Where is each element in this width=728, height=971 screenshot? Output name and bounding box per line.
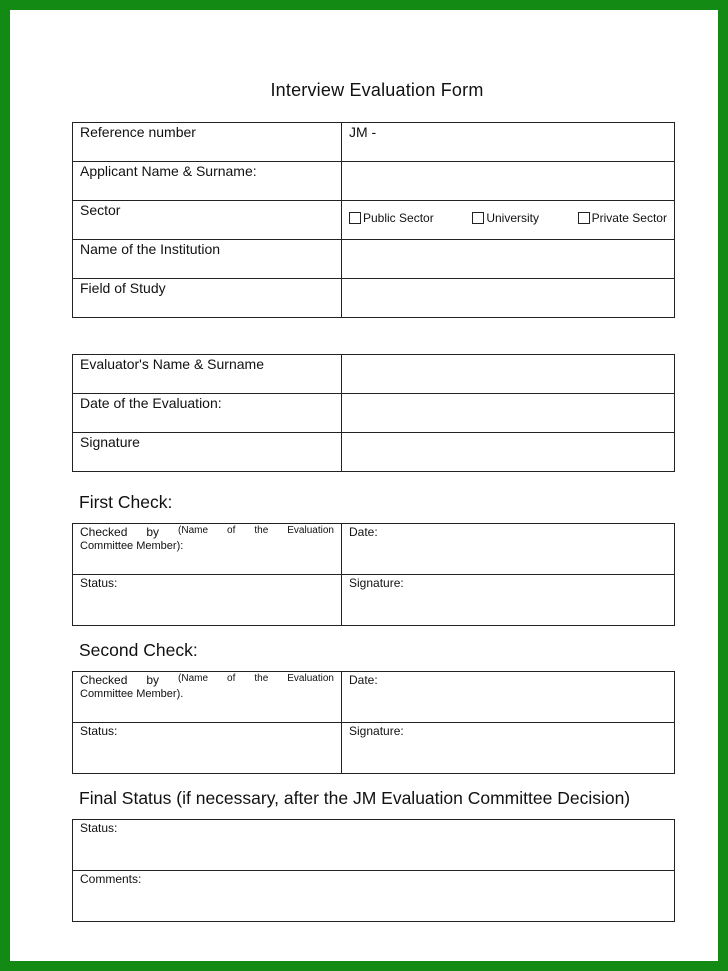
checked-by-word: (Name <box>178 673 209 684</box>
checked-by-line2: Committee Member). <box>80 688 184 700</box>
institution-field[interactable] <box>342 240 675 279</box>
form-title: Interview Evaluation Form <box>270 80 484 100</box>
sector-options <box>342 201 675 240</box>
first-check-status[interactable]: Status: <box>73 575 342 626</box>
first-check-signature[interactable]: Signature: <box>342 575 675 626</box>
applicant-table <box>72 122 675 318</box>
checked-by-word: of <box>227 673 236 684</box>
checked-by-line <box>80 525 334 539</box>
table-row <box>73 871 675 922</box>
table-row <box>73 672 675 723</box>
evaluation-date-label: Date of the Evaluation: <box>73 394 342 433</box>
checkbox-icon[interactable] <box>472 212 484 224</box>
checked-by-word: Checked <box>80 673 128 687</box>
institution-label: Name of the Institution <box>73 240 342 279</box>
first-check-checked-by[interactable] <box>73 524 342 575</box>
table-row <box>73 394 675 433</box>
field-of-study-field[interactable] <box>342 279 675 318</box>
final-status-field[interactable]: Status: <box>73 820 675 871</box>
table-row <box>73 723 675 774</box>
checked-by-word: (Name <box>178 525 209 536</box>
reference-value[interactable]: JM - <box>342 123 675 162</box>
sector-option-private[interactable] <box>578 211 667 225</box>
checked-by-line2: Committee Member): <box>80 540 184 552</box>
checkbox-icon[interactable] <box>578 212 590 224</box>
applicant-name-label: Applicant Name & Surname: <box>73 162 342 201</box>
checked-by-word: Evaluation <box>287 525 334 536</box>
final-status-heading: Final Status (if necessary, after the JM Evaluation Committee Decision) <box>79 788 631 808</box>
final-comments-field[interactable]: Comments: <box>73 871 675 922</box>
evaluation-date-field[interactable] <box>342 394 675 433</box>
field-of-study-label: Field of Study <box>73 279 342 318</box>
final-status-table <box>72 819 675 922</box>
table-row <box>73 524 675 575</box>
evaluator-name-label: Evaluator's Name & Surname <box>73 355 342 394</box>
table-row <box>73 820 675 871</box>
sector-option-university[interactable] <box>472 211 539 225</box>
checkbox-icon[interactable] <box>349 212 361 224</box>
table-row <box>73 123 675 162</box>
checked-by-word: by <box>146 673 160 687</box>
sector-label: Sector <box>73 201 342 240</box>
first-check-date[interactable]: Date: <box>342 524 675 575</box>
sector-option-label: University <box>486 211 539 225</box>
second-check-date[interactable]: Date: <box>342 672 675 723</box>
second-check-heading: Second Check: <box>79 640 198 660</box>
table-row <box>73 162 675 201</box>
table-row <box>73 575 675 626</box>
form-page <box>10 10 718 961</box>
checked-by-word: of <box>227 525 236 536</box>
checked-by-word: Checked <box>80 525 128 539</box>
table-row <box>73 240 675 279</box>
second-check-signature[interactable]: Signature: <box>342 723 675 774</box>
table-row <box>73 433 675 472</box>
table-row <box>73 355 675 394</box>
checked-by-word: the <box>254 673 269 684</box>
sector-option-label: Public Sector <box>363 211 434 225</box>
second-check-table <box>72 671 675 774</box>
reference-label: Reference number <box>73 123 342 162</box>
applicant-name-field[interactable] <box>342 162 675 201</box>
first-check-heading: First Check: <box>79 492 173 512</box>
table-row <box>73 201 675 240</box>
signature-field[interactable] <box>342 433 675 472</box>
second-check-status[interactable]: Status: <box>73 723 342 774</box>
evaluator-name-field[interactable] <box>342 355 675 394</box>
second-check-checked-by[interactable] <box>73 672 342 723</box>
evaluator-table <box>72 354 675 472</box>
sector-option-label: Private Sector <box>591 211 667 225</box>
checked-by-word: the <box>254 525 269 536</box>
table-row <box>73 279 675 318</box>
signature-label: Signature <box>73 433 342 472</box>
sector-option-public[interactable] <box>349 211 434 225</box>
first-check-table <box>72 523 675 626</box>
checked-by-word: Evaluation <box>287 673 334 684</box>
checked-by-line <box>80 673 334 687</box>
checked-by-word: by <box>146 525 160 539</box>
